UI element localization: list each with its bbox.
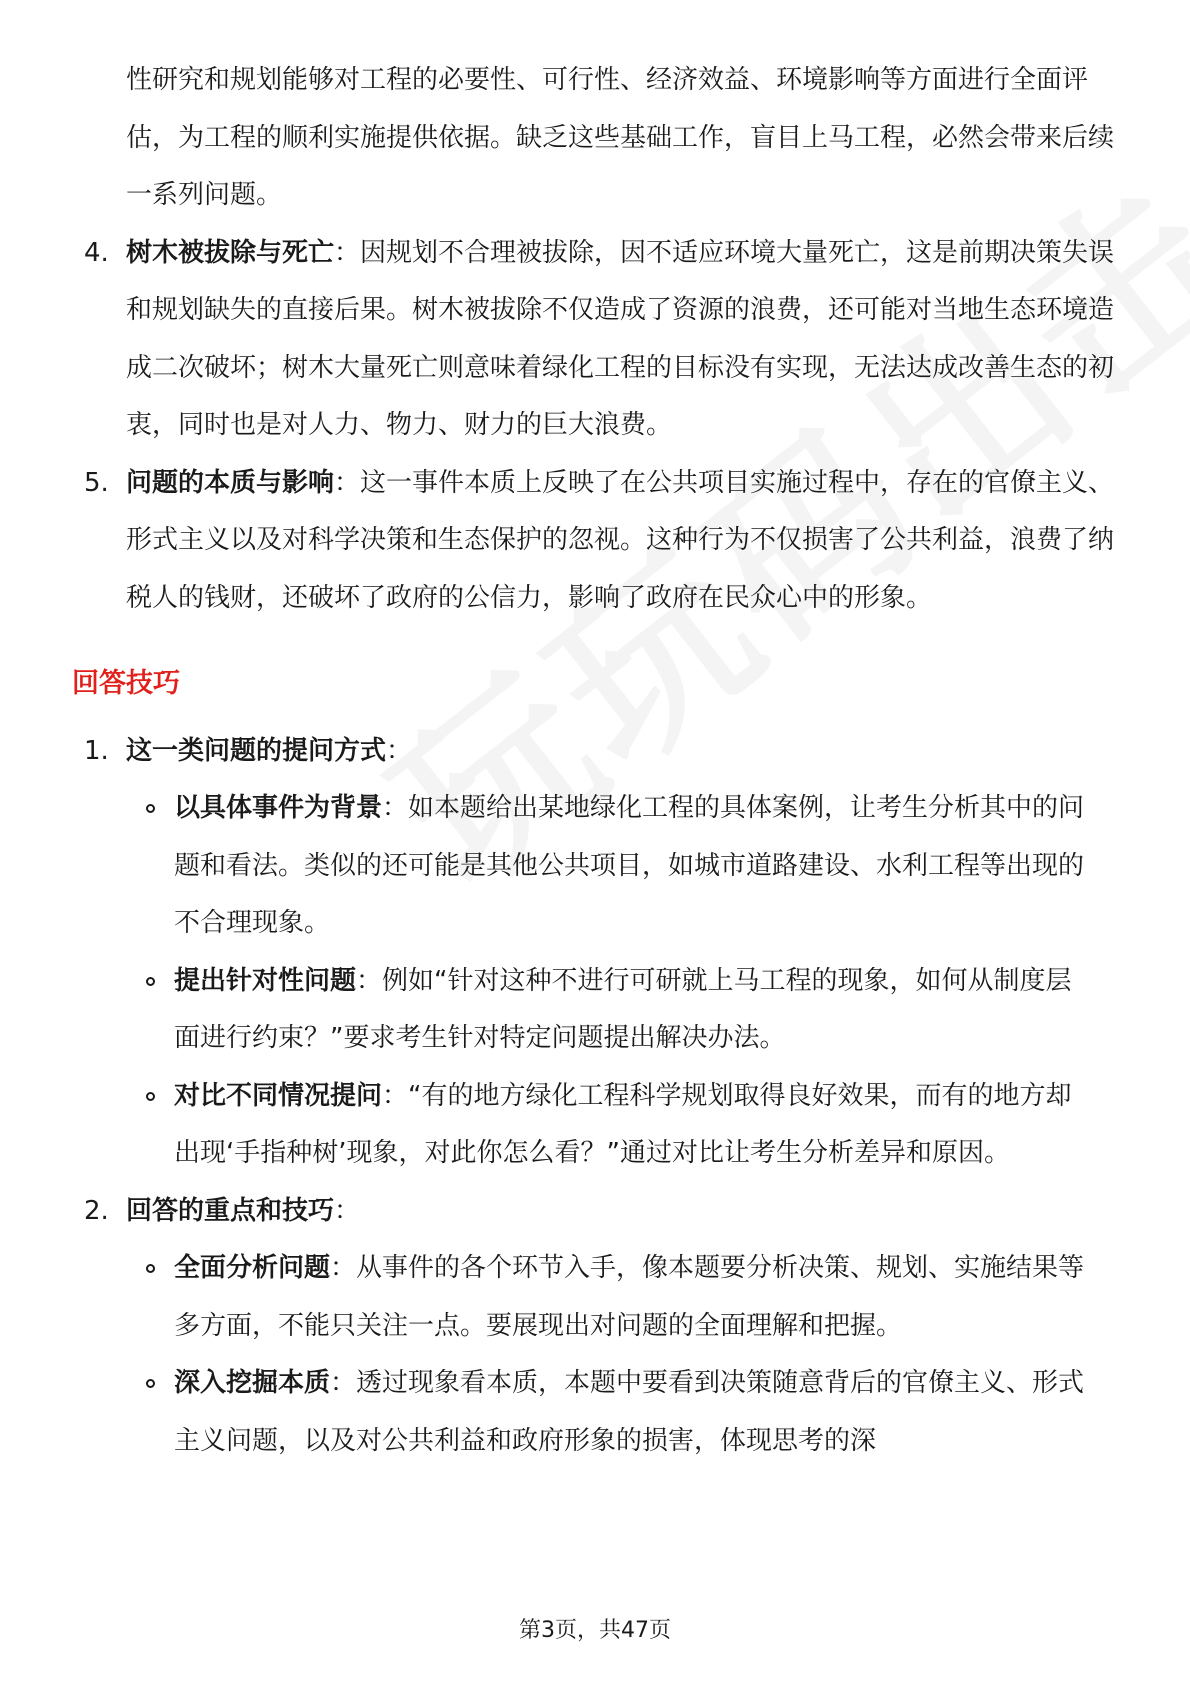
list-number: 4. bbox=[84, 237, 109, 268]
item-term: 问题的本质与影响 bbox=[126, 467, 335, 498]
list-item bbox=[72, 455, 1116, 628]
sub-item-text: ：透过现象看本质，本题中要看到决策随意背后的官僚主义、形式主义问题，以及对公共利益和政府形象的损害，体现思考的深 bbox=[174, 1368, 1085, 1456]
item-term: 树木被拔除与死亡 bbox=[126, 237, 335, 268]
hollow-bullet-icon bbox=[146, 977, 155, 986]
sub-list-item bbox=[126, 1355, 1094, 1470]
document-content bbox=[72, 52, 1122, 1470]
page-footer bbox=[0, 1613, 1190, 1644]
sub-item-text: ：例如“针对这种不进行可研就上马工程的现象，如何从制度层面进行约束？”要求考生针对特定问题提出解决办法。 bbox=[174, 965, 1072, 1053]
sub-item-text: ：如本题给出某地绿化工程的具体案例，让考生分析其中的问题和看法。类似的还可能是其他公共项目，如城市道路建设、水利工程等出现的不合理现象。 bbox=[174, 793, 1085, 938]
sub-item-text: ：“有的地方绿化工程科学规划取得良好效果，而有的地方却出现‘手指种树’现象，对此你怎么看？”通过对比让考生分析差异和原因。 bbox=[174, 1080, 1072, 1168]
list-number: 1. bbox=[84, 735, 109, 766]
item-term: 回答的重点和技巧 bbox=[126, 1195, 335, 1226]
sub-list-item bbox=[126, 1240, 1094, 1355]
tips-list bbox=[72, 723, 1122, 1471]
item-text: ： bbox=[334, 1195, 361, 1226]
item-text: ： bbox=[386, 735, 413, 766]
hollow-bullet-icon bbox=[146, 804, 155, 813]
sub-list bbox=[126, 780, 1116, 1183]
sub-list-item bbox=[126, 953, 1094, 1068]
sub-item-term: 对比不同情况提问 bbox=[174, 1080, 383, 1111]
sub-list bbox=[126, 1240, 1116, 1470]
hollow-bullet-icon bbox=[146, 1092, 155, 1101]
list-item bbox=[72, 1183, 1116, 1471]
sub-item-term: 深入挖掘本质 bbox=[174, 1368, 331, 1398]
item-text: ：这一事件本质上反映了在公共项目实施过程中，存在的官僚主义、形式主义以及对科学决策和生态保护的忽视。这种行为不仅损害了公共利益，浪费了纳税人的钱财，还破坏了政府的公信力，影响了政府在民众心中的形象。 bbox=[126, 467, 1115, 613]
hollow-bullet-icon bbox=[146, 1264, 155, 1273]
hollow-bullet-icon bbox=[146, 1379, 155, 1388]
section-heading: 回答技巧 bbox=[72, 668, 180, 699]
sub-list-item bbox=[126, 1068, 1094, 1183]
item-term: 这一类问题的提问方式 bbox=[126, 735, 387, 766]
list-item bbox=[72, 225, 1116, 455]
sub-item-term: 以具体事件为背景 bbox=[174, 793, 383, 823]
list-number: 2. bbox=[84, 1195, 109, 1226]
sub-item-term: 全面分析问题 bbox=[174, 1253, 331, 1283]
list-number: 5. bbox=[84, 467, 109, 498]
item-text: ：因规划不合理被拔除，因不适应环境大量死亡，这是前期决策失误和规划缺失的直接后果。树木被拔除不仅造成了资源的浪费，还可能对当地生态环境造成二次破坏；树木大量死亡则意味着绿化工程的目标没有实现，无法达成改善生态的初衷，同时也是对人力、物力、财力的巨大浪费。 bbox=[126, 237, 1115, 440]
analysis-list bbox=[72, 225, 1122, 628]
sub-item-term: 提出针对性问题 bbox=[174, 965, 357, 996]
continued-paragraph: 性研究和规划能够对工程的必要性、可行性、经济效益、环境影响等方面进行全面评估，为工程的顺利实施提供依据。缺乏这些基础工作，盲目上马工程，必然会带来后续一系列问题。 bbox=[126, 65, 1115, 210]
page-number: 第3页，共47页 bbox=[519, 1618, 671, 1643]
sub-list-item bbox=[126, 780, 1094, 953]
sub-item-text: ：从事件的各个环节入手，像本题要分析决策、规划、实施结果等多方面，不能只关注一点。要展现出对问题的全面理解和把握。 bbox=[174, 1253, 1085, 1341]
list-item bbox=[72, 723, 1116, 1183]
